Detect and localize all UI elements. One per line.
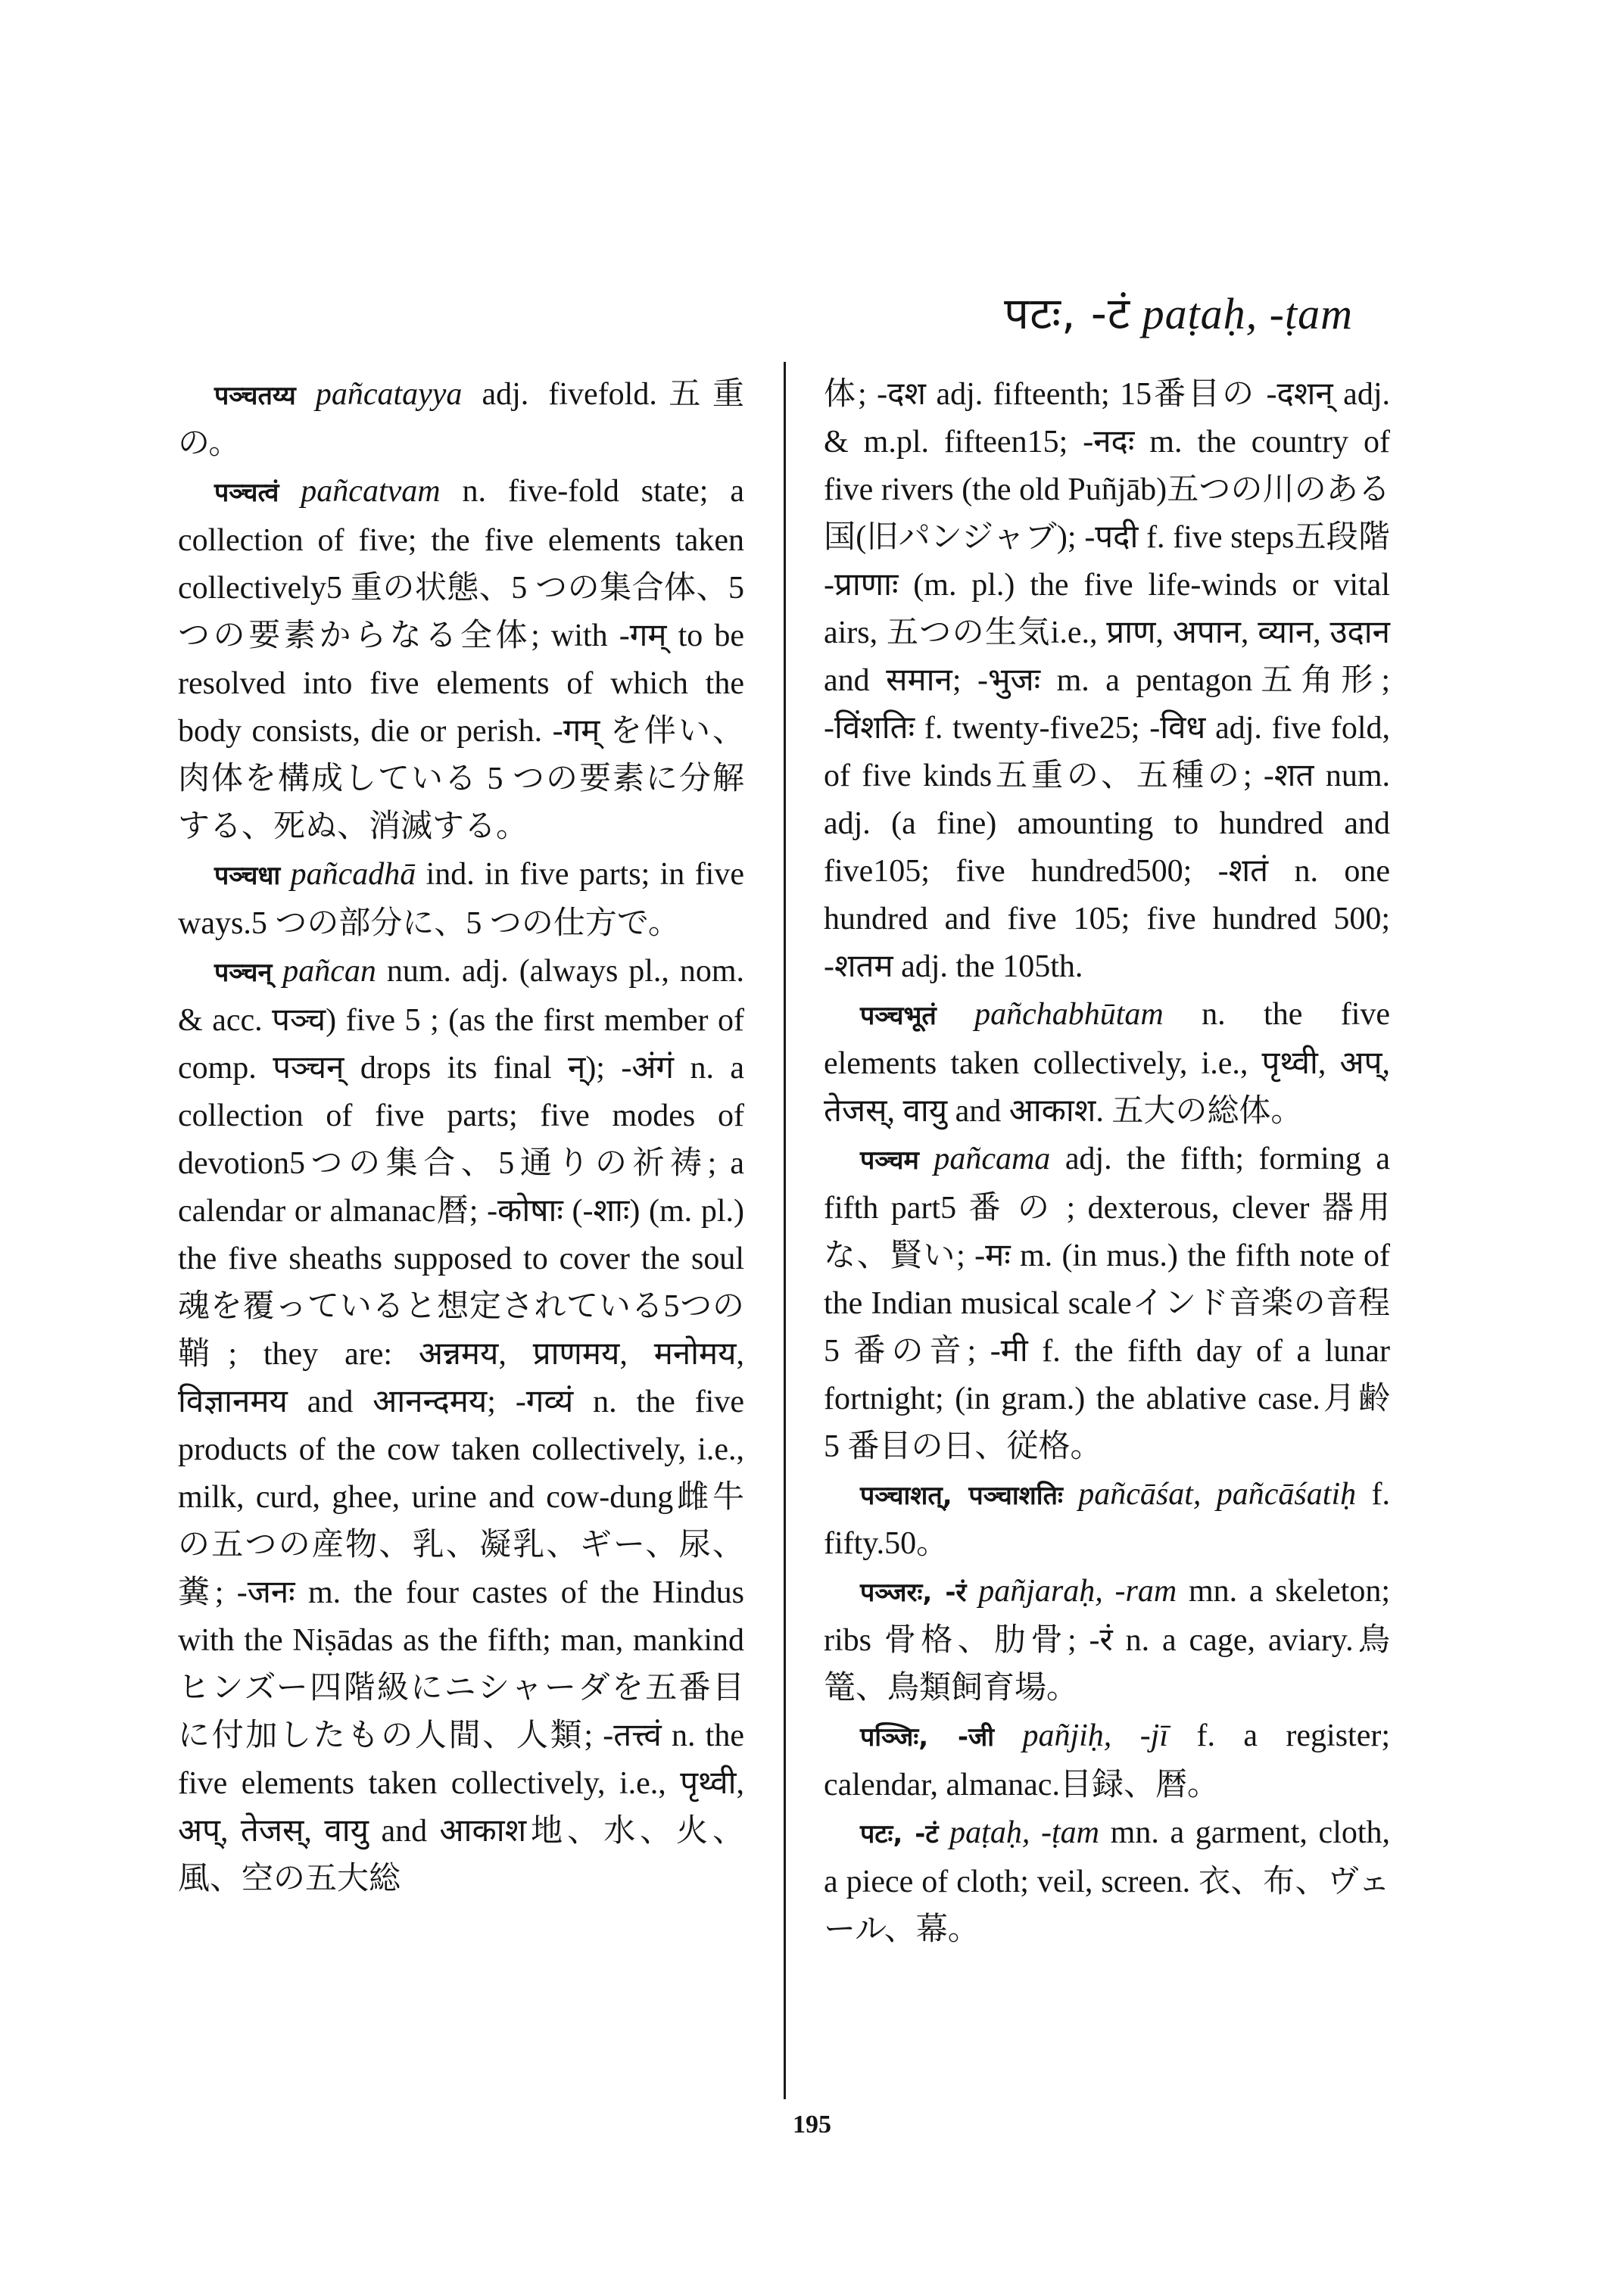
entry-definition: f. fifty.50。 <box>824 1477 1391 1561</box>
entry-definition: f. a register; calendar, almanac.目録、暦。 <box>824 1718 1391 1802</box>
entry-transliteration: pañjaraḥ, -ram <box>978 1574 1177 1609</box>
entry-definition: num. adj. (always pl., nom. & acc. पञ्च) five 5 ; (as the first member of comp. पञ्चन् drops its final न्); -अंगं n. a collection of five parts; five modes of devotion5つの集合、5通りの祈祷; a calendar or almanac暦; -कोषाः (-शाः) (m. pl.) the five sheaths supposed to cover the soul魂を覆っていると想定されている5つの鞘; they are: अन्नमय, प्राणमय, मनोमय, विज्ञानमय and आनन्दमय; -गव्यं n. the five products of the cow taken collectively, i.e., milk, curd, ghee, urine and cow-dung雌牛の五つの産物、乳、凝乳、ギー、尿、糞; -जनः m. the four castes of the Hindus with the Niṣādas as the fifth; man, mankindヒンズー四階級にニシャーダを五番目に付加したもの人間、人類; -तत्त्वं n. the five elements taken collectively, i.e., पृथ्वी, अप्, तेजस्, वायु and आकाश地、水、火、風、空の五大総 <box>178 954 745 1896</box>
entry-headword: पञ्जरः, -रं <box>860 1578 967 1608</box>
dictionary-entry <box>178 851 744 948</box>
entry-transliteration: pañjiḥ, -jī <box>1022 1718 1169 1753</box>
entry-transliteration: paṭaḥ, -ṭam <box>949 1815 1099 1850</box>
entry-transliteration: pañcan <box>282 954 376 989</box>
entry-headword: पञ्चभूतं <box>860 1001 937 1031</box>
dictionary-entry <box>824 1712 1390 1809</box>
entry-definition: ind. in five parts; in five ways.5 つの部分に、5 つの仕方で。 <box>178 857 744 941</box>
dictionary-entry <box>178 468 744 851</box>
dictionary-entry <box>824 991 1390 1136</box>
entry-headword: पञ्चतय्य <box>214 381 296 411</box>
entry-transliteration: pañcatayya <box>315 377 463 412</box>
running-head-devanagari: पटः, -टं <box>1004 288 1131 339</box>
entry-headword: पटः, -टं <box>860 1819 939 1849</box>
entry-definition: n. five-fold state; a collection of five; the five elements taken collectively5 重の状態、5 つの集合体、5 つの要素からなる全体; with -गम् to be resolved into five elements of which the body consists, die or perish. -गम् を伴い、肉体を構成している 5 つの要素に分解する、死ぬ、消滅する。 <box>178 474 744 844</box>
entry-definition: mn. a skeleton; ribs 骨格、肋骨; -रं n. a cage, aviary.鳥篭、鳥類飼育場。 <box>824 1574 1391 1706</box>
right-column <box>824 371 1390 1954</box>
entry-transliteration: pañcama <box>934 1142 1051 1176</box>
dictionary-entry <box>824 1568 1390 1712</box>
entry-definition: adj. fivefold.五重の。 <box>178 377 745 461</box>
entry-headword: पञ्चत्वं <box>214 478 279 508</box>
entry-headword: पञ्चम <box>860 1145 919 1176</box>
dictionary-entry <box>178 948 744 1903</box>
entry-definition: n. the five elements taken collectively, i.e., पृथ्वी, अप्, तेजस्, वायु and आकाश. 五大の総体。 <box>824 997 1391 1129</box>
page-number: 195 <box>793 2111 831 2139</box>
entry-headword: पञ्जिः, -जी <box>860 1722 995 1752</box>
entry-definition: 体; -दश adj. fifteenth; 15番目の -दशन् adj. & m.pl. fifteen15; -नदः m. the country of five rivers (the old Puñjāb)五つの川のある国(旧パンジャブ); -पदी f. five steps五段階 -प्राणाः (m. pl.) the five life-winds or vital airs, 五つの生気i.e., प्राण, अपान, व्यान, उदान and समान; -भुजः m. a pentagon五角形; -विंशतिः f. twenty-five25; -विध adj. five fold, of five kinds五重の、五種の; -शत num. adj. (a fine) amounting to hundred and five105; five hundred500; -शतं n. one hundred and five 105; five hundred 500; -शतम adj. the 105th. <box>824 377 1390 984</box>
entry-headword: पञ्चाशत्, पञ्चाशतिः <box>860 1481 1063 1511</box>
entry-transliteration: pañchabhūtam <box>974 997 1164 1032</box>
entry-transliteration: pañcatvam <box>301 474 441 509</box>
dictionary-entry-continuation <box>824 371 1390 991</box>
dictionary-entry <box>824 1136 1390 1471</box>
dictionary-entry <box>824 1809 1390 1954</box>
entry-definition: adj. the fifth; forming a fifth part5 番 の ; dexterous, clever 器用な、賢い; -मः m. (in mus.) the fifth note of the Indian musical scaleインド音楽の音程 5 番の音; -मी f. the fifth day of a lunar fortnight; (in gram.) the ablative case.月齢 5 番目の日、従格。 <box>824 1142 1391 1464</box>
entry-headword: पञ्चधा <box>214 861 281 891</box>
left-column <box>178 371 744 1903</box>
entry-definition: mn. a garment, cloth, a piece of cloth; veil, screen. 衣、布、ヴェール、幕。 <box>824 1815 1391 1947</box>
dictionary-entry <box>824 1471 1390 1568</box>
running-head-roman: paṭaḥ, -ṭam <box>1142 289 1353 338</box>
entry-headword: पञ्चन् <box>214 958 273 988</box>
running-head <box>1004 282 1353 341</box>
column-divider <box>784 362 786 2099</box>
entry-transliteration: pañcadhā <box>290 857 416 892</box>
dictionary-entry <box>178 371 744 468</box>
entry-transliteration: pañcāśat, pañcāśatiḥ <box>1078 1477 1357 1512</box>
